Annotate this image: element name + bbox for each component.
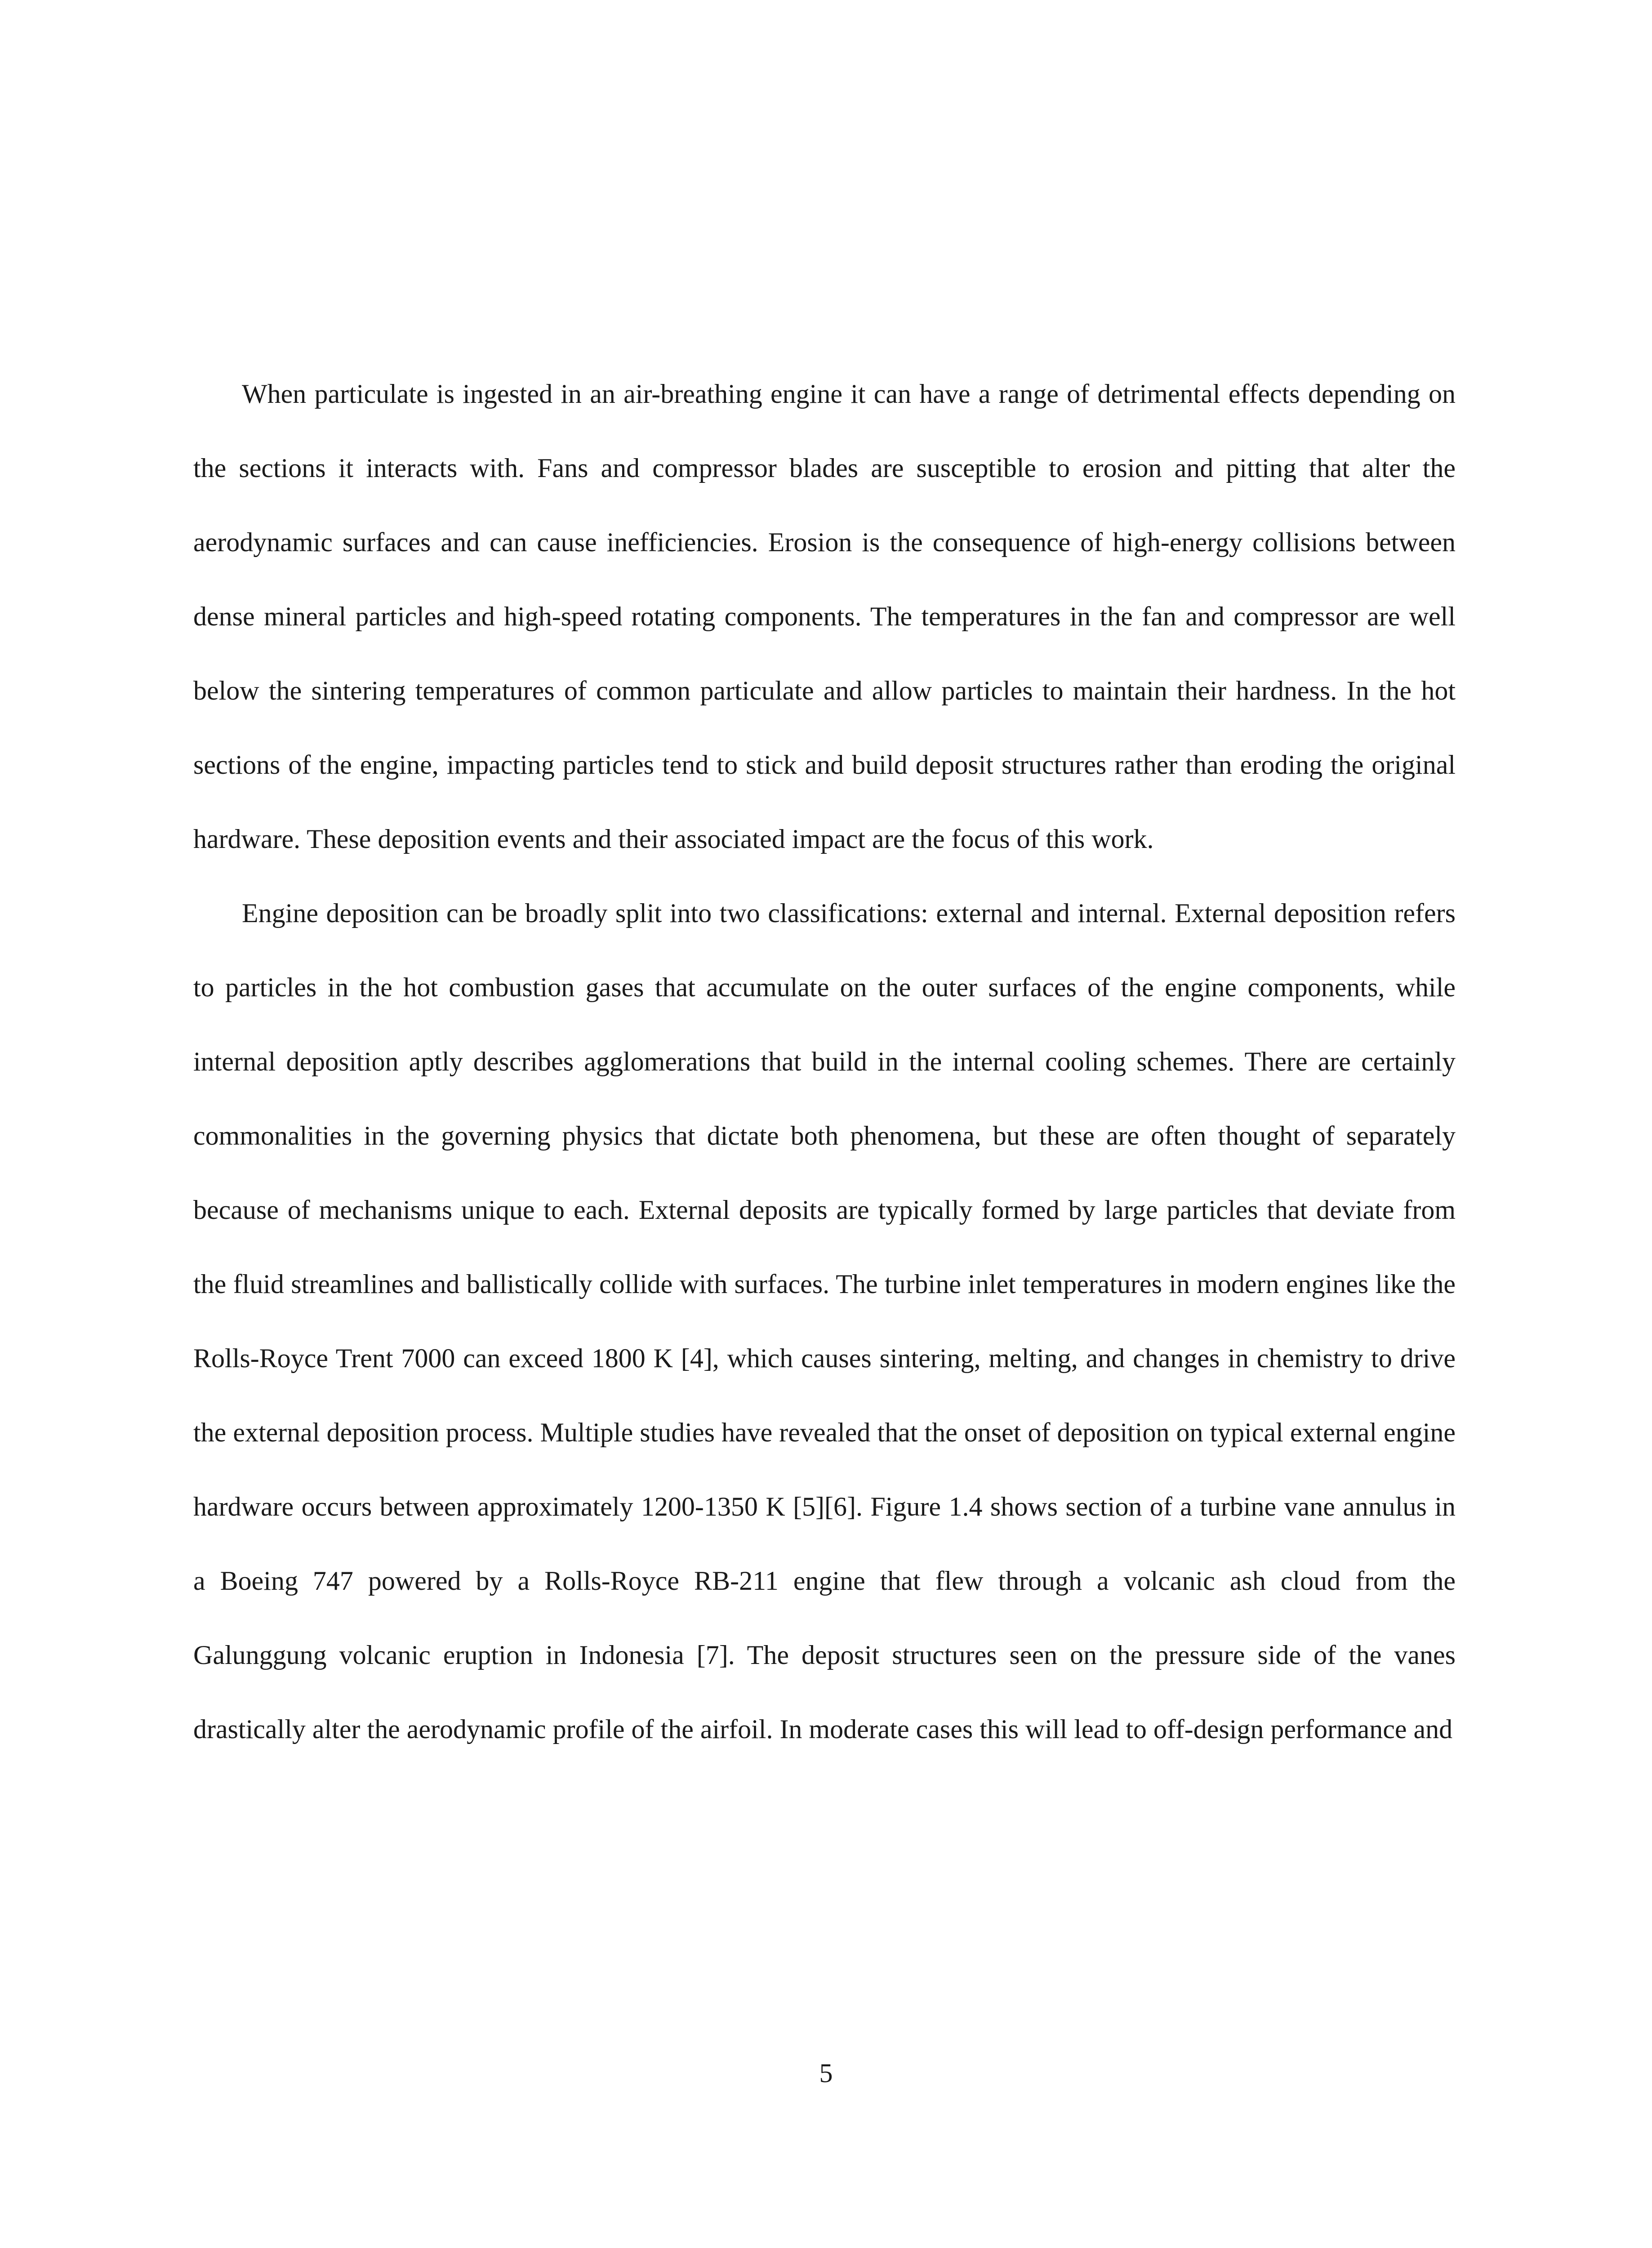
paragraph-engine-deposition: Engine deposition can be broadly split into two classifications: external and internal. External deposition refers to particles in the hot combustion gases that accumulate on the outer surfaces of the engine components, while internal deposition aptly describes agglomerations that build in the internal cooling schemes. There are certainly commonalities in the governing physics that dictate both phenomena, but these are often thought of separately because of mechanisms unique to each. External deposits are typically formed by large particles that deviate from the fluid streamlines and ballistically collide with surfaces. The turbine inlet temperatures in modern engines like the Rolls-Royce Trent 7000 can exceed 1800 K [4], which causes sintering, melting, and changes in chemistry to drive the external deposition process. Multiple studies have revealed that the onset of deposition on typical external engine hardware occurs between approximately 1200-1350 K [5][6]. Figure 1.4 shows section of a turbine vane annulus in a Boeing 747 powered by a Rolls-Royce RB-211 engine that flew through a volcanic ash cloud from the Galunggung volcanic eruption in Indonesia [7]. The deposit structures seen on the pressure side of the vanes drastically alter the aerodynamic profile of the airfoil. In moderate cases this will lead to off-design performance and (193, 898, 1456, 1744)
page-number: 5 (819, 2058, 833, 2088)
body-text (193, 357, 1456, 1766)
paragraph-particulate-ingestion: When particulate is ingested in an air-breathing engine it can have a range of detrimental effects depending on the sections it interacts with. Fans and compressor blades are susceptible to erosion and pitting that alter the aerodynamic surfaces and can cause inefficiencies. Erosion is the consequence of high-energy collisions between dense mineral particles and high-speed rotating components. The temperatures in the fan and compressor are well below the sintering temperatures of common particulate and allow particles to maintain their hardness. In the hot sections of the engine, impacting particles tend to stick and build deposit structures rather than eroding the original hardware. These deposition events and their associated impact are the focus of this work. (193, 379, 1456, 854)
